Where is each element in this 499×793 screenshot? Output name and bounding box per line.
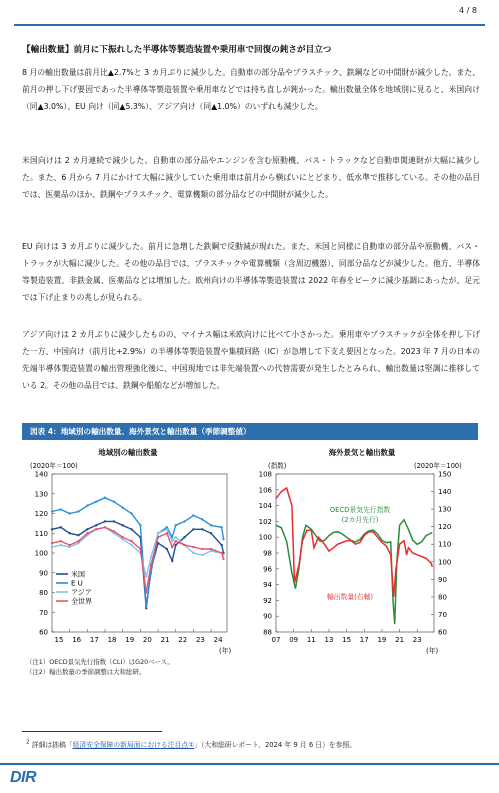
chart1-data-point (95, 528, 97, 530)
chart2-right-tick-label: 80 (438, 593, 447, 602)
chart1-data-point (86, 532, 88, 534)
chart1-data-point (201, 548, 203, 550)
chart2-right-tick-label: 120 (438, 523, 452, 532)
overseas-economy-chart (252, 456, 490, 656)
chart1-data-point (60, 508, 62, 510)
chart1-data-point (139, 524, 141, 526)
chart1-y-tick-label: 80 (39, 589, 48, 597)
header-rule (14, 24, 485, 26)
chart2-x-tick-label: 07 (271, 636, 281, 644)
chart2-x-tick-label: 23 (412, 636, 422, 644)
chart1-data-point (183, 536, 185, 538)
chart2-cli-label-sub: (2カ月先行) (341, 516, 379, 524)
regional-export-chart (22, 456, 242, 656)
figure-title-bar (22, 423, 478, 440)
paragraph-3: EU 向けは 3 カ月ぶりに減少した。前月に急増した鉄鋼で反動減が現れた。また、米国と同様に自動車の部分品や原動機、バス・トラックが大幅に減少した。その他の品目では、プラスチックや電算機類（含周辺機器）、同部分品などが減少した。他方、半導体等製造装置、非鉄金属、医薬品などは増加した。欧州向けの半導体等製造装置は 2022 年春をピークに減少基調にあったが、足元では下げ止まりの兆しが見られる。 (22, 242, 480, 302)
chart1-data-point (145, 591, 147, 593)
chart1-x-tick-label: 20 (142, 636, 152, 644)
chart1-data-point (175, 536, 177, 538)
chart2-left-tick-label: 98 (263, 549, 272, 558)
chart1-data-point (220, 544, 222, 546)
chart2-x-unit: (年) (426, 647, 439, 655)
chart1-data-point (130, 512, 132, 514)
paragraph-2: 米国向けは 2 カ月連続で減少した。自動車の部分品やエンジンを含む原動機、バス・トラックなど自動車関連財が大幅に減少した。また、6 月から 7 月にかけて大幅に減少していた乗用車は前月から横ばいにとどまり、低水準で推移している。その他の品目では、医薬品のほか、鉄鋼やプラスチック、電算機類の部分品などの中間財が減少した。 (22, 156, 480, 199)
page-number: 4 / 8 (459, 6, 477, 15)
chart1-data-point (222, 558, 224, 560)
chart1-data-point (86, 528, 88, 530)
chart1-y-tick-label: 110 (34, 529, 48, 538)
chart1-data-point (175, 524, 177, 526)
chart1-y-tick-label: 130 (34, 490, 48, 499)
chart2-left-tick-label: 92 (263, 596, 272, 605)
footnote-rule (22, 731, 162, 732)
chart1-data-point (68, 544, 70, 546)
chart1-data-point (183, 544, 185, 546)
chart1-data-point (60, 540, 62, 542)
chart1-data-point (113, 530, 115, 532)
chart1-data-point (145, 576, 147, 578)
chart1-data-point (113, 520, 115, 522)
dir-logo: DIR (10, 769, 37, 786)
chart2-x-tick-label: 17 (359, 636, 369, 644)
chart1-x-tick-label: 16 (72, 636, 82, 644)
chart1-data-point (183, 520, 185, 522)
chart1-data-point (192, 514, 194, 516)
chart2-left-tick-label: 100 (258, 533, 272, 542)
chart2-left-tick-label: 102 (258, 517, 272, 526)
chart2-right-tick-label: 90 (438, 575, 447, 584)
chart1-data-point (210, 548, 212, 550)
chart1-data-point (192, 528, 194, 530)
chart1-legend-label: 米国 (71, 570, 85, 579)
footnote-prefix: 詳細は拙稿「 (31, 741, 73, 749)
chart2-right-tick-label: 60 (438, 628, 447, 637)
chart1-data-point (220, 552, 222, 554)
footnote-suffix: 」（大和総研レポート、2024 年 9 月 6 日）を参照。 (194, 741, 357, 749)
chart1-data-point (51, 546, 53, 548)
chart1-data-point (130, 544, 132, 546)
chart1-data-point (201, 518, 203, 520)
paragraph-1: 8 月の輸出数量は前月比▲2.7%と 3 カ月ぶりに減少した。自動車の部分品やプラスチック、鉄鋼などの中間財が減少した。また、前月の押し下げ要因であった半導体等製造装置や乗用車などでは持ち直しが鈍かった。輸出数量全体を地域別に見ると、米国向け（同▲3.0%）、EU 向け（同▲5.3%）、アジア向け（同▲1.0%）のいずれも減少した。 (22, 68, 480, 111)
chart2-left-tick-label: 104 (258, 502, 272, 511)
chart2-right-unit: (2020年＝100) (414, 462, 462, 470)
chart1-data-point (77, 540, 79, 542)
chart1-data-point (77, 510, 79, 512)
chart1-y-tick-label: 90 (39, 569, 48, 578)
figure-notes (26, 657, 174, 677)
chart1-unit-label: (2020年＝100) (30, 462, 78, 470)
chart1-x-tick-label: 24 (213, 636, 223, 644)
chart2-right-tick-label: 150 (438, 470, 452, 479)
chart2-right-tick-label: 110 (438, 540, 452, 549)
chart1-data-point (68, 532, 70, 534)
chart2-left-tick-label: 90 (263, 612, 272, 621)
chart1-data-point (51, 542, 53, 544)
chart1-data-point (201, 528, 203, 530)
chart2-left-tick-label: 108 (258, 470, 272, 479)
chart1-data-point (192, 546, 194, 548)
chart1-data-point (220, 526, 222, 528)
chart2-x-tick-label: 21 (395, 636, 405, 644)
paragraph-4: アジア向けは 2 カ月ぶりに減少したものの、マイナス幅は米欧向けに比べて小さかった。乗用車やプラスチックが全体を押し下げた一方、中国向け（前月比+2.9%）の半導体等製造装置や集積回路（IC）が急増して下支え要因となった。2023 年 7 月の日本の先端半導体製造装置の輸出管理強化後に、中国現地では非先端装置への代替需要が発生したとみられ、輸出数量は堅調に推移している 2。その他の品目では、鉄鋼や船舶などが増加した。 (22, 330, 480, 390)
chart1-x-tick-label: 23 (195, 636, 205, 644)
footnote-report-link[interactable]: 経済安全保障の新局面における注目点① (72, 741, 195, 749)
chart1-data-point (222, 538, 224, 540)
chart1-data-point (51, 528, 53, 530)
footnote (26, 739, 356, 749)
chart1-legend-label: E U (71, 579, 83, 588)
chart2-left-tick-label: 94 (263, 581, 272, 590)
chart1-data-point (113, 500, 115, 502)
chart2-x-tick-label: 15 (342, 636, 352, 644)
chart1-x-tick-label: 21 (160, 636, 170, 644)
note-1: （注1）OECD景気先行指数（CLI）はG20ベース。 (26, 658, 174, 666)
chart1-y-tick-label: 120 (34, 510, 48, 518)
chart1-data-point (150, 564, 152, 566)
footer-rule (0, 763, 499, 765)
chart1-data-point (175, 544, 177, 546)
chart2-right-tick-label: 140 (438, 488, 452, 497)
chart1-data-point (104, 520, 106, 522)
chart1-data-point (171, 540, 173, 542)
chart1-data-point (210, 532, 212, 534)
chart1-data-point (95, 524, 97, 526)
chart2-right-tick-label: 100 (438, 558, 452, 567)
chart2-x-tick-label: 13 (324, 636, 334, 644)
chart1-legend-label: アジア (71, 588, 92, 597)
chart1-data-point (130, 528, 132, 530)
chart1-data-point (166, 528, 168, 530)
chart1-data-point (60, 544, 62, 546)
chart2-left-tick-label: 88 (263, 628, 272, 637)
chart1-data-point (166, 532, 168, 534)
chart1-x-tick-label: 15 (54, 636, 64, 644)
chart1-data-point (122, 536, 124, 538)
chart2-left-unit: (指数) (268, 462, 287, 470)
chart2-x-tick-label: 09 (289, 636, 299, 644)
chart1-data-point (175, 540, 177, 542)
chart1-legend-label: 全世界 (71, 597, 92, 606)
chart1-data-point (157, 536, 159, 538)
chart2-series-line (276, 520, 432, 624)
chart1-x-tick-label: 22 (178, 636, 188, 644)
chart1-data-point (210, 524, 212, 526)
chart1-data-point (104, 526, 106, 528)
chart2-x-tick-label: 19 (377, 636, 387, 644)
chart1-data-point (130, 540, 132, 542)
chart1-data-point (95, 500, 97, 502)
chart1-y-tick-label: 100 (34, 549, 48, 558)
chart1-data-point (192, 552, 194, 554)
chart2-left-tick-label: 96 (263, 565, 272, 574)
note-2: （注2）輸出数量の季節調整は大和総研。 (26, 668, 146, 676)
chart1-data-point (68, 512, 70, 514)
chart1-data-point (51, 510, 53, 512)
chart2-export-label: 輸出数量(右軸) (326, 593, 374, 601)
chart1-data-point (171, 546, 173, 548)
chart1-data-point (77, 534, 79, 536)
chart2-title: 海外景気と輸出数量 (328, 448, 396, 457)
chart1-title: 地域別の輸出数量 (98, 448, 158, 457)
chart1-y-tick-label: 140 (34, 470, 48, 479)
chart1-data-point (122, 524, 124, 526)
chart1-x-tick-label: 19 (125, 636, 135, 644)
chart1-data-point (201, 554, 203, 556)
chart1-data-point (104, 497, 106, 499)
chart1-data-point (60, 526, 62, 528)
chart2-x-tick-label: 11 (306, 636, 316, 644)
chart2-series-line (276, 488, 432, 597)
figure-title: 図表 4：地域別の輸出数量、海外景気と輸出数量（季節調整値） (30, 427, 251, 436)
chart2-frame (276, 474, 434, 632)
chart1-data-point (171, 560, 173, 562)
chart1-data-point (166, 548, 168, 550)
chart2-cli-label: OECD景気先行指数 (329, 506, 391, 514)
chart1-data-point (122, 506, 124, 508)
chart1-data-point (139, 548, 141, 550)
chart1-data-point (150, 556, 152, 558)
chart1-x-unit: (年) (219, 647, 232, 655)
chart2-right-tick-label: 130 (438, 505, 452, 514)
chart1-data-point (86, 504, 88, 506)
chart2-right-tick-label: 70 (438, 610, 447, 619)
chart1-x-tick-label: 17 (89, 636, 99, 644)
section-heading: 【輸出数量】前月に下振れした半導体等製造装置や乗用車で回復の鈍さが目立つ (22, 45, 332, 55)
chart1-data-point (157, 532, 159, 534)
footnote-number: 2 (26, 739, 30, 746)
chart1-x-tick-label: 18 (107, 636, 117, 644)
chart1-data-point (145, 605, 147, 607)
chart1-y-tick-label: 70 (39, 608, 48, 617)
chart1-y-tick-label: 60 (39, 628, 48, 637)
chart2-left-tick-label: 106 (258, 486, 272, 495)
